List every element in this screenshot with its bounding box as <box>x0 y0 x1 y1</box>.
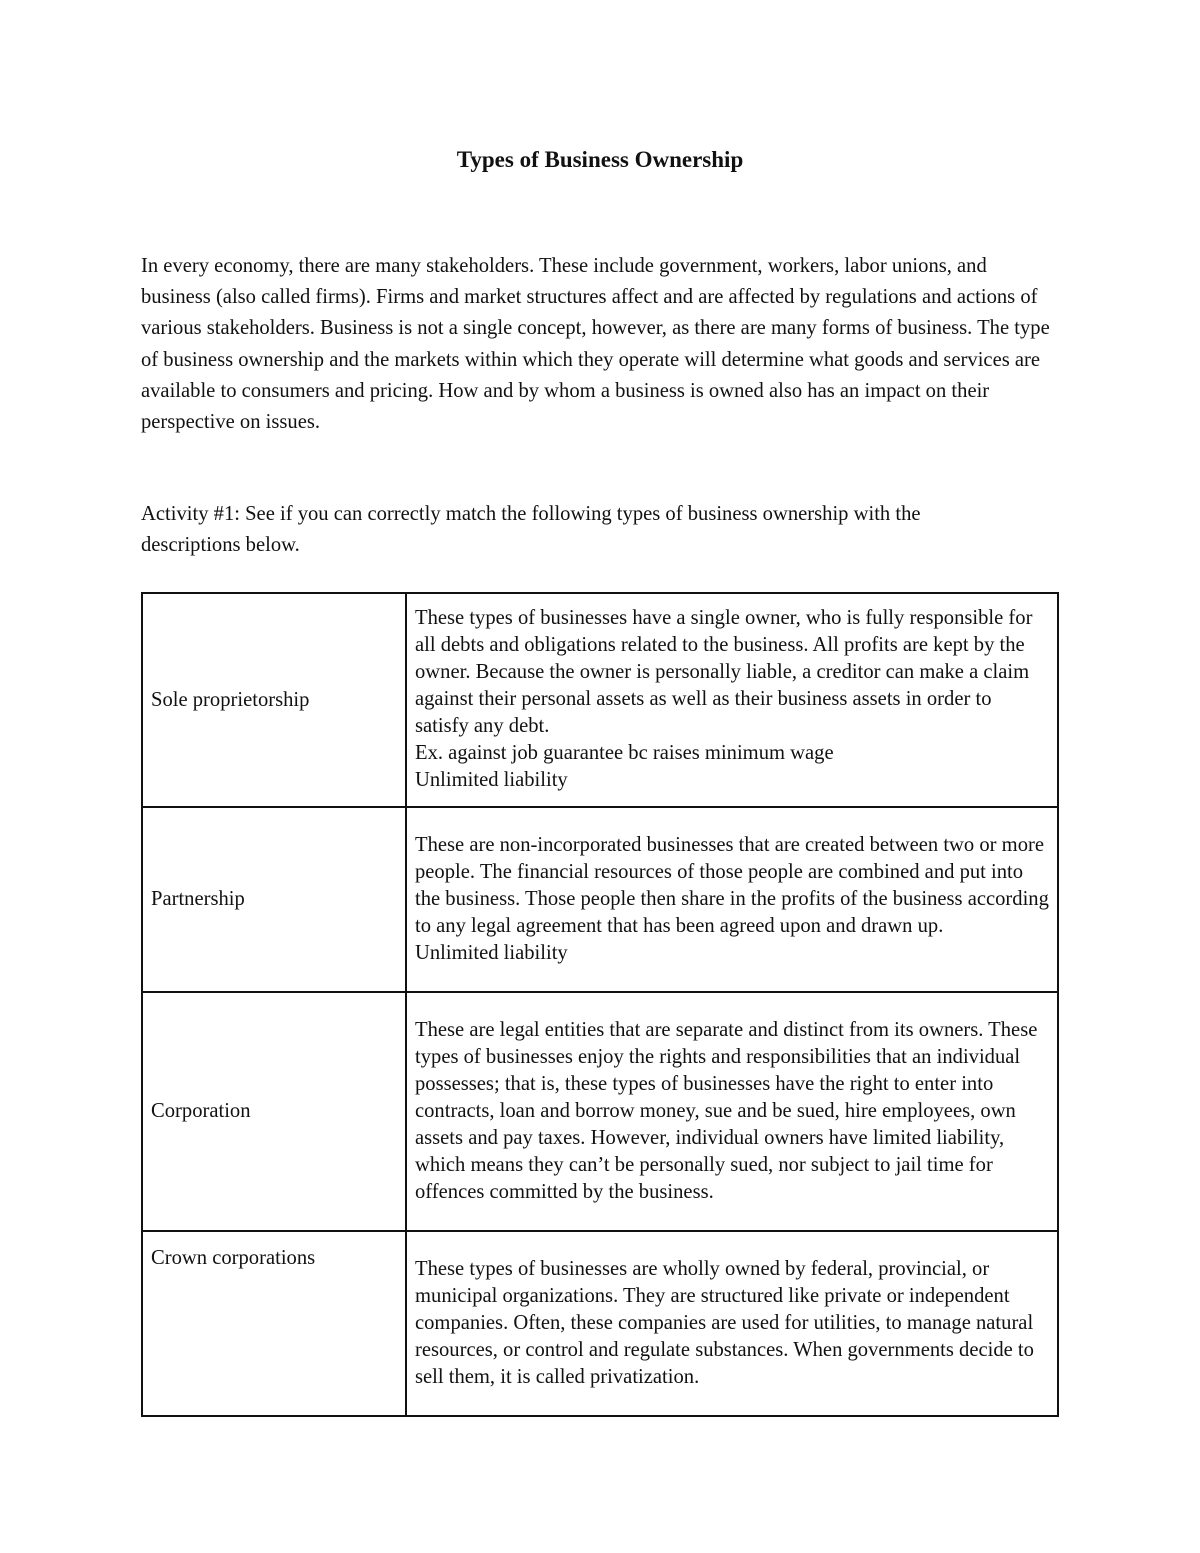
activity-line-2: descriptions below. <box>141 534 300 557</box>
description-cell <box>406 1231 1058 1416</box>
table-row <box>142 1231 1058 1416</box>
table-row <box>142 992 1058 1231</box>
term-cell: Partnership <box>142 807 406 992</box>
description-note: Ex. against job guarantee bc raises minimum wage <box>415 742 834 764</box>
intro-paragraph: In every economy, there are many stakeholders. These include government, workers, labor unions, and business (also called firms). Firms and market structures affect and are affected by regulations and actions of various stakeholders. Business is not a single concept, however, as there are many forms of business. The type of business ownership and the markets within which they operate will determine what goods and services are available to consumers and pricing. How and by whom a business is owned also has an impact on their perspective on issues. <box>141 255 1050 434</box>
term-cell: Crown corporations <box>142 1231 406 1416</box>
description-cell <box>406 992 1058 1231</box>
activity-line-1: Activity #1: See if you can correctly match the following types of business ownership with the <box>141 503 921 525</box>
description-text: These are legal entities that are separate and distinct from its owners. These types of businesses enjoy the rights and responsibilities that an individual possesses; that is, these types of businesses have the right to enter into contracts, loan and borrow money, sue and be sued, hire employees, own assets and pay taxes. However, individual owners have limited liability, which means they can’t be personally sued, nor subject to jail time for offences committed by the business. <box>415 1018 1038 1203</box>
liability-text: Unlimited liability <box>415 769 568 791</box>
description-cell <box>406 593 1058 807</box>
description-cell <box>406 807 1058 992</box>
term-cell: Sole proprietorship <box>142 593 406 807</box>
description-text: These are non-incorporated businesses that are created between two or more people. The financial resources of those people are combined and put into the business. Those people then share in the profits of the business according to any legal agreement that has been agreed upon and drawn up. <box>415 833 1049 937</box>
ownership-table <box>141 592 1059 1417</box>
description-text: These types of businesses have a single owner, who is fully responsible for all debts and obligations related to the business. All profits are kept by the owner. Because the owner is personally liable, a creditor can make a claim against their personal assets as well as their business assets in order to satisfy any debt. <box>415 607 1033 737</box>
table-row <box>142 593 1058 807</box>
description-text: These types of businesses are wholly owned by federal, provincial, or municipal organizations. They are structured like private or independent companies. Often, these companies are used for utilities, to manage natural resources, or control and regulate substances. When governments decide to sell them, it is called privatization. <box>415 1257 1034 1388</box>
liability-text: Unlimited liability <box>415 941 568 964</box>
table-row <box>142 807 1058 992</box>
page-title: Types of Business Ownership <box>456 147 744 172</box>
activity-instructions <box>141 499 1061 561</box>
term-cell: Corporation <box>142 992 406 1231</box>
